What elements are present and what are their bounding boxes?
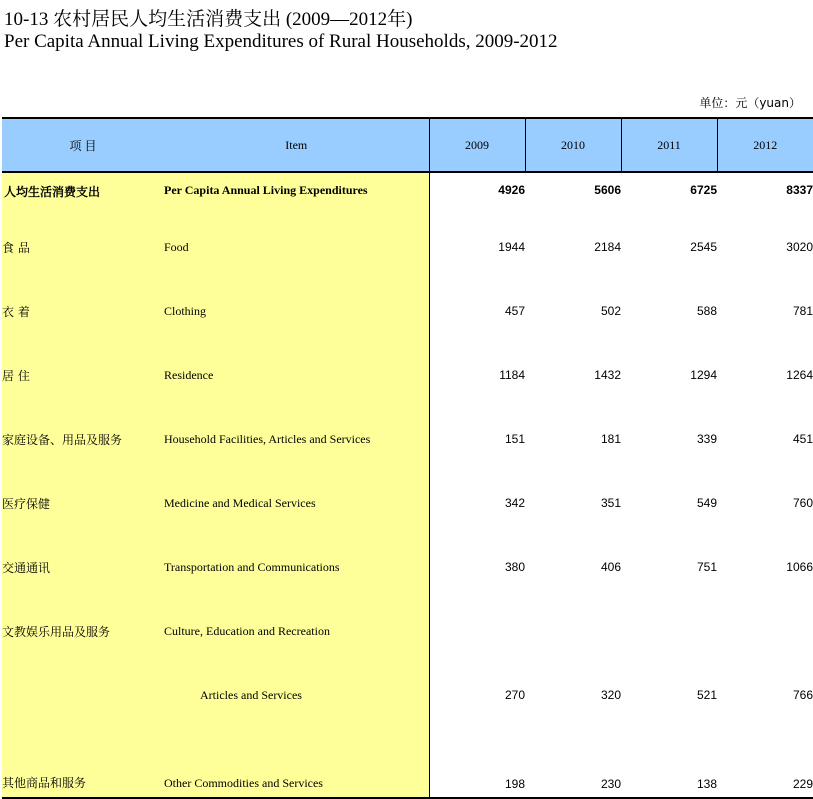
header-row: [2, 118, 813, 172]
col-header-item-en: Item: [164, 118, 429, 172]
row-label-cn: [2, 663, 164, 727]
row-label-en: Residence: [164, 343, 429, 407]
value-2011: 1294: [690, 368, 717, 382]
col-header-item-cn: 项 目: [2, 118, 164, 172]
row-label-cn: 文教娱乐用品及服务: [2, 599, 164, 663]
col-header-2010: 2010: [525, 118, 621, 172]
value-2012: 1066: [786, 560, 813, 574]
value-2011: 521: [696, 688, 717, 702]
value-2009: 1184: [429, 343, 525, 407]
row-label-cn: 其他商品和服务: [2, 727, 164, 798]
table-title-cn: 10-13 农村居民人均生活消费支出 (2009—2012年): [4, 9, 413, 30]
value-2012: 760: [792, 496, 813, 510]
row-label-en: Clothing: [164, 279, 429, 343]
row-label-en: Culture, Education and Recreation: [164, 599, 429, 663]
value-2009: 342: [429, 471, 525, 535]
value-2009: 4926: [429, 172, 525, 215]
value-2009: 198: [429, 727, 525, 798]
value-2012: 451: [792, 432, 813, 446]
table-row: [2, 727, 813, 798]
value-2011: [621, 599, 717, 663]
row-label-cn: 交通通讯: [2, 535, 164, 599]
row-label-en: Food: [164, 215, 429, 279]
row-label-en: Transportation and Communications: [164, 535, 429, 599]
row-label-cn: 衣 着: [2, 279, 164, 343]
row-label-cn: 食 品: [2, 215, 164, 279]
value-2012: [717, 599, 813, 663]
value-2011: 2545: [690, 240, 717, 254]
row-label-en: Medicine and Medical Services: [164, 471, 429, 535]
value-2010: 181: [600, 432, 621, 446]
col-header-2009: 2009: [429, 118, 525, 172]
table-row: [2, 599, 813, 663]
value-2011: 549: [696, 496, 717, 510]
col-header-2011: 2011: [621, 118, 717, 172]
value-2009: 151: [429, 407, 525, 471]
value-2010: 320: [600, 688, 621, 702]
value-2010: 230: [525, 727, 621, 798]
value-2009: 457: [429, 279, 525, 343]
value-2009: 270: [429, 663, 525, 727]
value-2012: 1264: [786, 368, 813, 382]
table-row-total: [2, 172, 813, 215]
row-label-cn: 医疗保健: [2, 471, 164, 535]
row-label-en: Other Commodities and Services: [164, 727, 429, 798]
value-2011: 751: [696, 560, 717, 574]
table-title-en: Per Capita Annual Living Expenditures of Rural Households, 2009-2012: [4, 31, 558, 52]
row-label-cn: 居 住: [2, 343, 164, 407]
value-2009: [429, 599, 525, 663]
value-2010: 406: [600, 560, 621, 574]
row-label-en: Articles and Services: [164, 663, 429, 727]
table-row: [2, 215, 813, 279]
row-label-en: Household Facilities, Articles and Services: [164, 407, 429, 471]
value-2012: 766: [792, 688, 813, 702]
col-header-2012: 2012: [717, 118, 813, 172]
value-2011: 6725: [690, 183, 717, 197]
unit-label: 单位：元（yuan）: [699, 96, 801, 110]
value-2012: 8337: [786, 183, 813, 197]
value-2010: [525, 599, 621, 663]
value-2011: 138: [621, 727, 717, 798]
value-2010: 5606: [594, 183, 621, 197]
value-2009: 1944: [429, 215, 525, 279]
expenditure-table: [2, 117, 813, 799]
row-label-en: Per Capita Annual Living Expenditures: [164, 172, 429, 215]
table-row: [2, 663, 813, 727]
table-row: [2, 407, 813, 471]
value-2012: 3020: [786, 240, 813, 254]
table-row: [2, 471, 813, 535]
value-2010: 502: [600, 304, 621, 318]
table-row: [2, 279, 813, 343]
value-2011: 339: [696, 432, 717, 446]
table-row: [2, 535, 813, 599]
value-2012: 229: [717, 727, 813, 798]
value-2010: 2184: [594, 240, 621, 254]
value-2010: 351: [600, 496, 621, 510]
table-row: [2, 343, 813, 407]
value-2009: 380: [429, 535, 525, 599]
row-label-cn: 人均生活消费支出: [2, 172, 164, 215]
value-2010: 1432: [594, 368, 621, 382]
value-2012: 781: [792, 304, 813, 318]
value-2011: 588: [696, 304, 717, 318]
row-label-cn: 家庭设备、用品及服务: [2, 407, 164, 471]
